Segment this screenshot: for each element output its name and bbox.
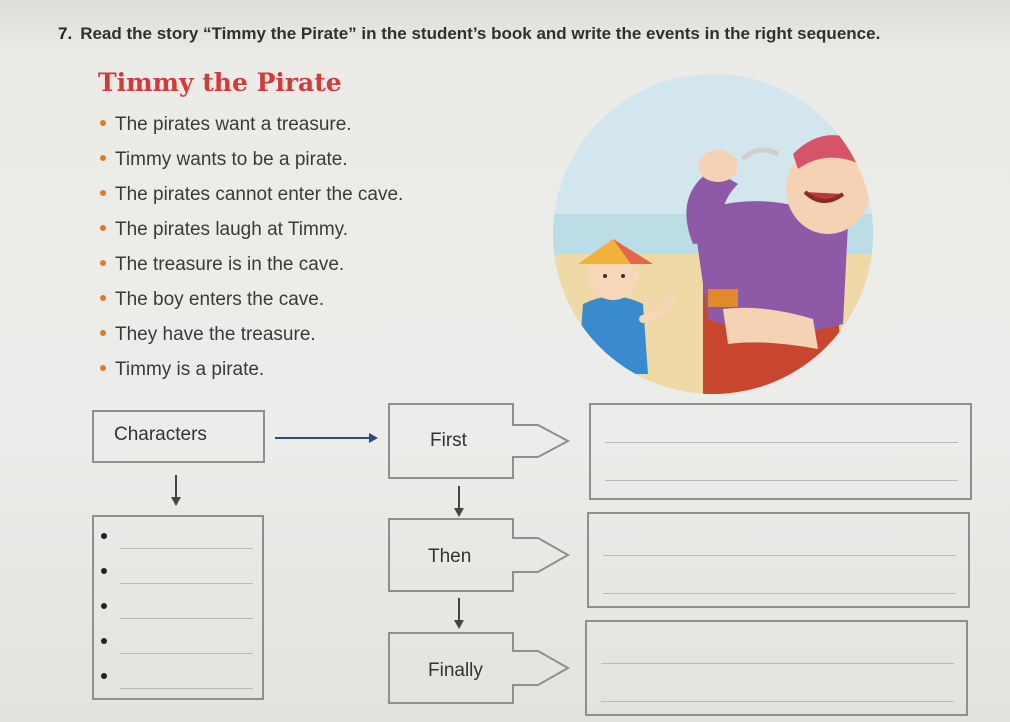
event-text: The boy enters the cave. (115, 289, 325, 310)
event-item (96, 252, 403, 287)
bullet-icon (100, 365, 106, 371)
event-text: Timmy wants to be a pirate. (115, 149, 348, 170)
bullet-icon (101, 568, 107, 574)
characters-list-box (92, 515, 264, 700)
write-line[interactable] (120, 653, 253, 654)
write-line[interactable] (120, 583, 253, 584)
event-text: The treasure is in the cave. (115, 254, 345, 275)
write-line[interactable] (603, 593, 956, 594)
bullet-icon (100, 190, 106, 196)
event-item (96, 182, 403, 217)
bullet-icon (100, 330, 106, 336)
bullet-icon (101, 673, 107, 679)
first-label: First (430, 430, 467, 451)
finally-label: Finally (428, 660, 483, 681)
bullet-icon (100, 260, 106, 266)
bullet-icon (101, 533, 107, 539)
write-line[interactable] (120, 688, 253, 689)
event-item (96, 112, 403, 147)
event-list (96, 112, 403, 392)
event-item (96, 217, 403, 252)
event-item (96, 322, 403, 357)
write-line[interactable] (601, 701, 954, 702)
pirate-illustration (543, 74, 888, 394)
event-item (96, 147, 403, 182)
exercise-instruction (58, 24, 988, 44)
event-text: Timmy is a pirate. (115, 359, 265, 380)
down-arrow-icon (170, 475, 182, 507)
write-line[interactable] (120, 618, 253, 619)
write-line[interactable] (120, 548, 253, 549)
event-item (96, 287, 403, 322)
story-title: Timmy the Pirate (98, 68, 342, 97)
then-label: Then (428, 546, 472, 567)
down-arrow-icon (453, 486, 465, 518)
bullet-icon (100, 155, 106, 161)
bullet-icon (100, 295, 106, 301)
event-text: The pirates want a treasure. (115, 114, 352, 135)
instruction-text: Read the story “Timmy the Pirate” in the student’s book and write the events in the right sequence. (80, 24, 881, 43)
first-arrow-box (388, 403, 570, 479)
write-line[interactable] (605, 442, 958, 443)
bullet-icon (101, 603, 107, 609)
exercise-number: 7. (58, 24, 73, 43)
event-text: The pirates laugh at Timmy. (115, 219, 349, 240)
then-arrow-box (388, 518, 570, 592)
bullet-icon (100, 225, 106, 231)
first-answer-box (589, 403, 972, 500)
event-item (96, 357, 403, 392)
write-line[interactable] (603, 555, 956, 556)
bullet-icon (101, 638, 107, 644)
write-line[interactable] (601, 663, 954, 664)
bullet-icon (100, 120, 106, 126)
write-line[interactable] (605, 480, 958, 481)
event-text: The pirates cannot enter the cave. (115, 184, 404, 205)
right-arrow-icon (275, 432, 379, 444)
down-arrow-icon (453, 598, 465, 630)
event-text: They have the treasure. (115, 324, 316, 345)
characters-label: Characters (114, 424, 207, 445)
